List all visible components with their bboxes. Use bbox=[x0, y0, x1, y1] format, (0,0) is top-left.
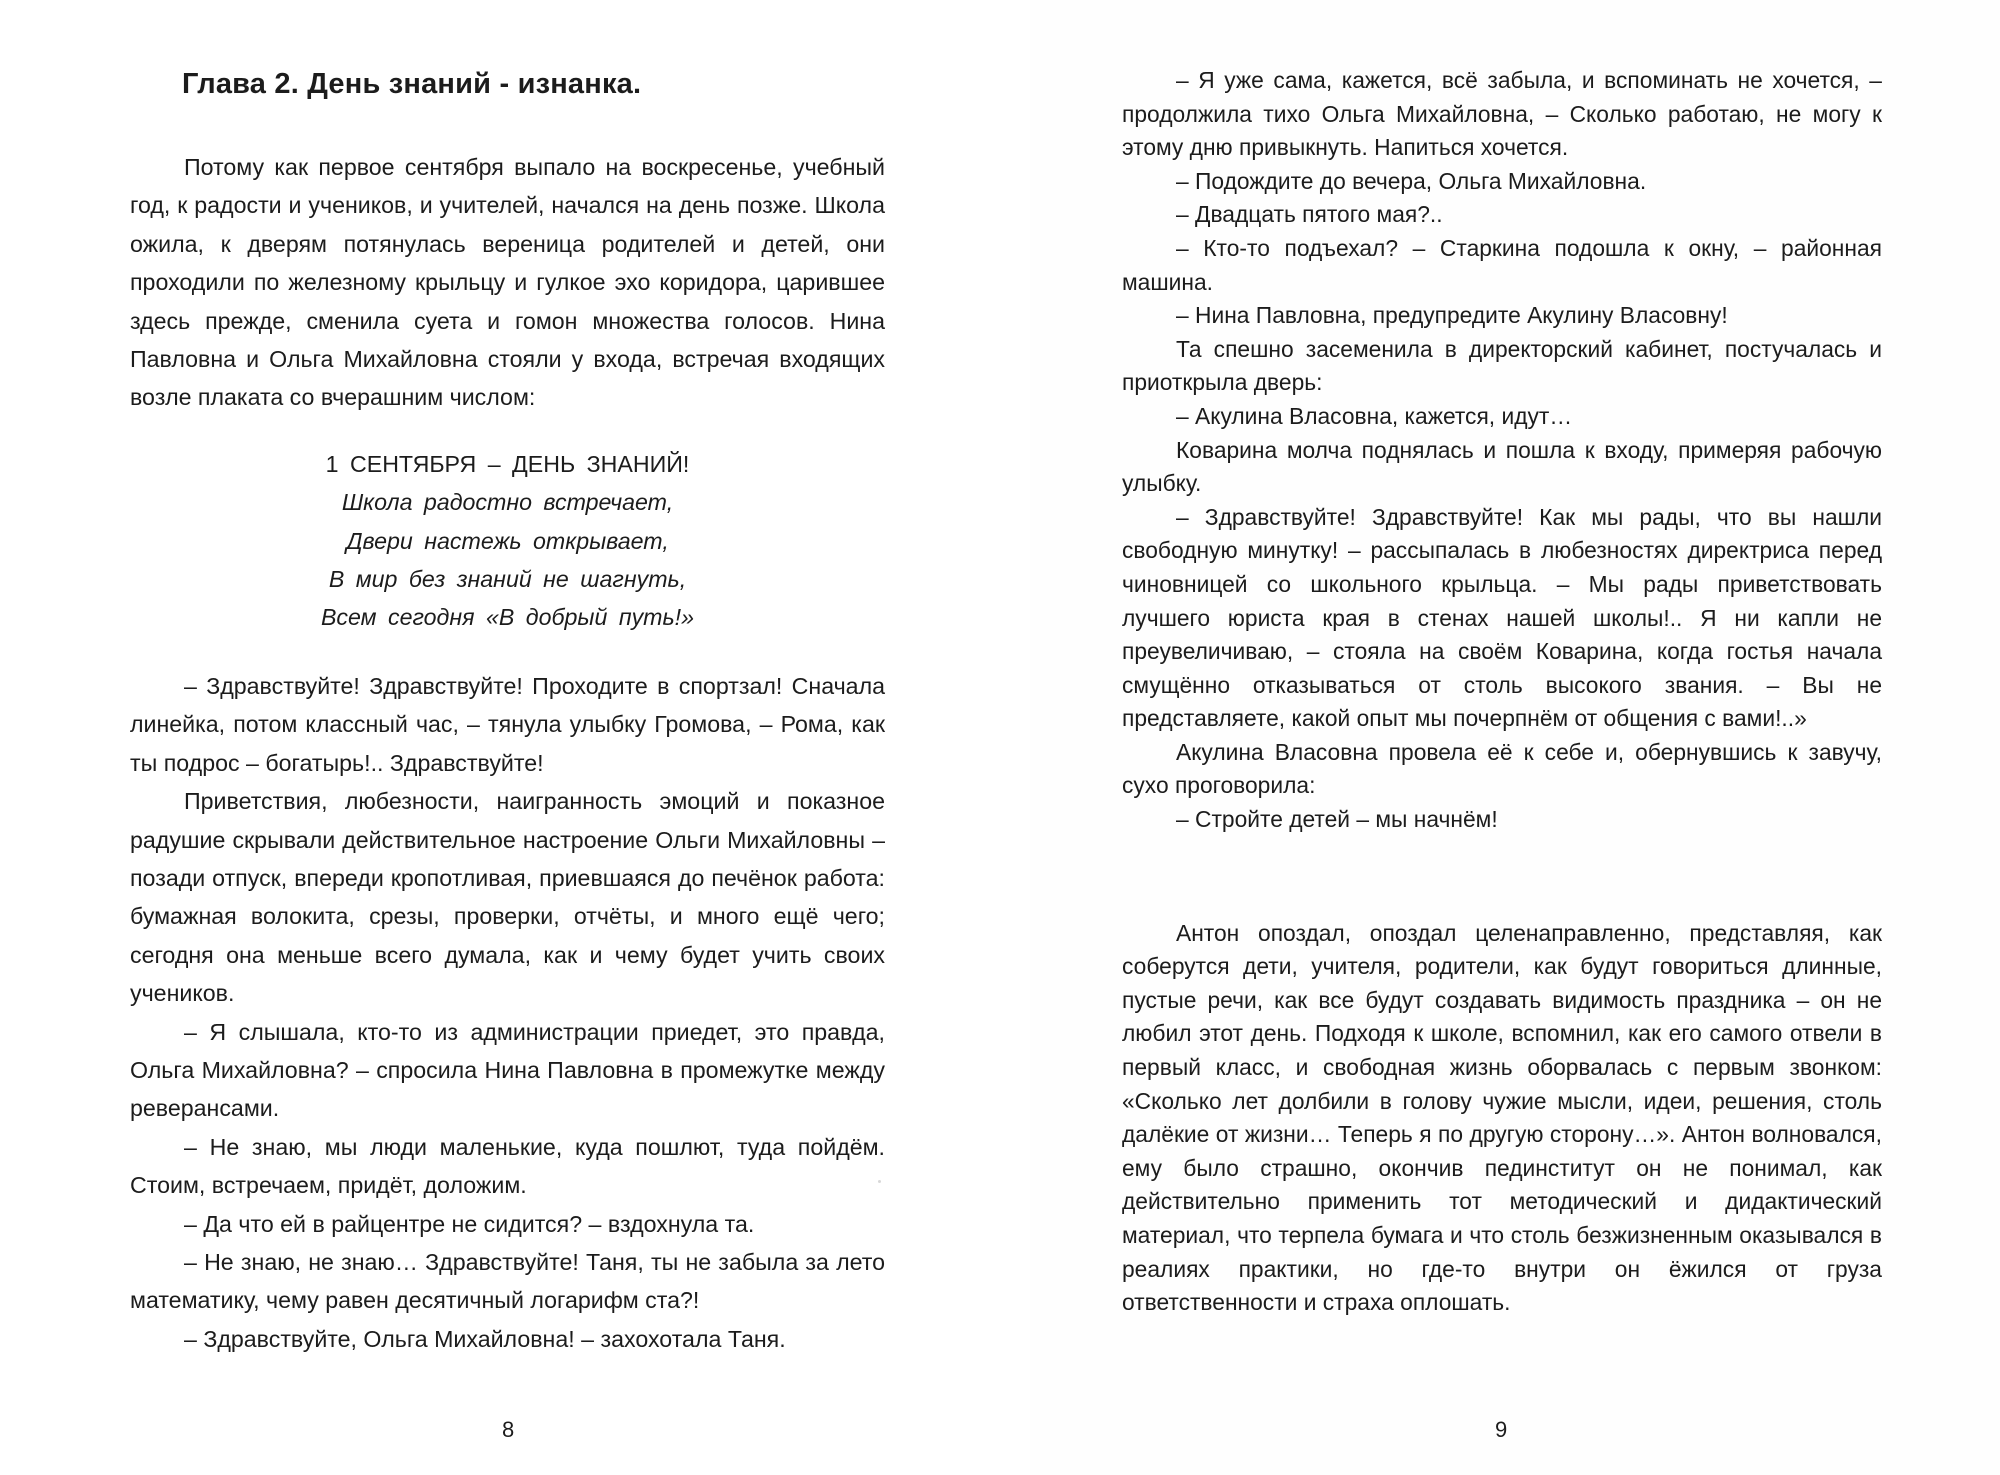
paragraph: – Кто-то подъехал? – Старкина подошла к окну, – районная машина. bbox=[1122, 234, 1882, 295]
paragraph: – Двадцать пятого мая?.. bbox=[1176, 201, 1443, 228]
paragraph: Та спешно засеменила в директорский кабинет, постучалась и приоткрыла дверь: bbox=[1122, 335, 1882, 396]
paragraph: Коварина молча поднялась и пошла к входу, примеряя рабочую улыбку. bbox=[1122, 436, 1882, 497]
paragraph: – Я уже сама, кажется, всё забыла, и вспоминать не хочется, – продолжила тихо Ольга Михайловна, – Сколько работаю, не могу к этому дню привыкнуть. Напиться хочется. bbox=[1122, 67, 1882, 161]
paragraph: – Здравствуйте! Здравствуйте! Как мы рады, что вы нашли свободную минутку! – рассыпалась в любезностях директриса перед чиновницей со школьного крыльца. – Мы рады приветствовать лучшего юриста края в стенах нашей школы!.. Я ни капли не преувеличиваю, – стояла на своём Коварина, когда гостья начала смущённо отказываться от столь высокого звания. – Вы не представляете, какой опыт мы почерпнём от общения с вами!..» bbox=[1122, 503, 1882, 732]
poem-line: В мир без знаний не шагнуть, bbox=[328, 566, 687, 593]
paragraph: – Здравствуйте! Здравствуйте! Проходите в спортзал! Сначала линейка, потом классный час, – тянула улыбку Громова, – Рома, как ты подрос – богатырь!.. Здравствуйте! bbox=[130, 672, 885, 776]
paragraph: – Здравствуйте, Ольга Михайловна! – захохотала Таня. bbox=[184, 1325, 786, 1352]
paragraph: – Нина Павловна, предупредите Акулину Власовну! bbox=[1176, 302, 1728, 329]
poster-poem bbox=[130, 445, 885, 637]
paragraph: Антон опоздал, опоздал целенаправленно, представляя, как соберутся дети, учителя, родители, как будут говориться длинные, пустые речи, как все будут создавать видимость праздника – он не любил этот день. Подходя к школе, вспомнил, как его самого отвели в первый класс, и свободная жизнь оборвалась с первым звонком: «Сколько лет долбили в голову чужие мысли, идеи, решения, столь далёкие от жизни… Теперь я по другую сторону…». Антон волновался, ему было страшно, окончив пединститут он не понимал, как действительно применить тот методический и дидактический материал, что терпела бумага и что столь безжизненным оказывался в реалиях практики, но где-то внутри он ёжился от груза ответственности и страха оплошать. bbox=[1122, 919, 1882, 1316]
poem-line: Всем сегодня «В добрый путь!» bbox=[320, 604, 695, 631]
page-number-right: 9 bbox=[1495, 1417, 1508, 1442]
poem-heading: 1 СЕНТЯБРЯ – ДЕНЬ ЗНАНИЙ! bbox=[325, 450, 690, 477]
paragraph: Приветствия, любезности, наигранность эмоций и показное радушие скрывали действительное настроение Ольги Михайловны – позади отпуск, впереди кропотливая, приевшаяся до печёнок работа: бумажная волокита, срезы, проверки, отчёты, и много ещё чего; сегодня она меньше всего думала, как и чему будет учить своих учеников. bbox=[130, 788, 885, 1007]
right-page-text bbox=[1122, 64, 1882, 1320]
poem-line: Школа радостно встречает, bbox=[341, 489, 674, 516]
paragraph: – Подождите до вечера, Ольга Михайловна. bbox=[1176, 167, 1647, 194]
chapter-title: Глава 2. День знаний - изнанка. bbox=[182, 68, 642, 100]
paragraph: – Я слышала, кто-то из администрации приедет, это правда, Ольга Михайловна? – спросила Нина Павловна в промежутке между реверансами. bbox=[130, 1018, 885, 1122]
paragraph: Акулина Власовна провела её к себе и, обернувшись к завучу, сухо проговорила: bbox=[1122, 738, 1882, 799]
paragraph: – Стройте детей – мы начнём! bbox=[1176, 806, 1498, 833]
paragraph: – Не знаю, мы люди маленькие, куда пошлют, туда пойдём. Стоим, встречаем, придёт, доложим. bbox=[130, 1133, 885, 1199]
paragraph: – Да что ей в райцентре не сидится? – вздохнула та. bbox=[184, 1210, 755, 1237]
scan-speck bbox=[878, 1180, 881, 1183]
page-number-left: 8 bbox=[502, 1417, 515, 1442]
section-break bbox=[1122, 837, 1882, 917]
paragraph: – Не знаю, не знаю… Здравствуйте! Таня, ты не забыла за лето математику, чему равен десятичный логарифм ста?! bbox=[130, 1248, 885, 1314]
paragraph: – Акулина Власовна, кажется, идут… bbox=[1176, 402, 1573, 429]
left-page-text bbox=[130, 148, 885, 1358]
intro-paragraph: Потому как первое сентября выпало на воскресенье, учебный год, к радости и учеников, и учителей, начался на день позже. Школа ожила, к дверям потянулась вереница родителей и детей, они проходили по железному крыльцу и гулкое эхо коридора, царившее здесь прежде, сменила суета и гомон множества голосов. Нина Павловна и Ольга Михайловна стояли у входа, встречая входящих возле плаката со вчерашним числом: bbox=[130, 154, 885, 411]
poem-line: Двери настежь открывает, bbox=[346, 527, 669, 554]
